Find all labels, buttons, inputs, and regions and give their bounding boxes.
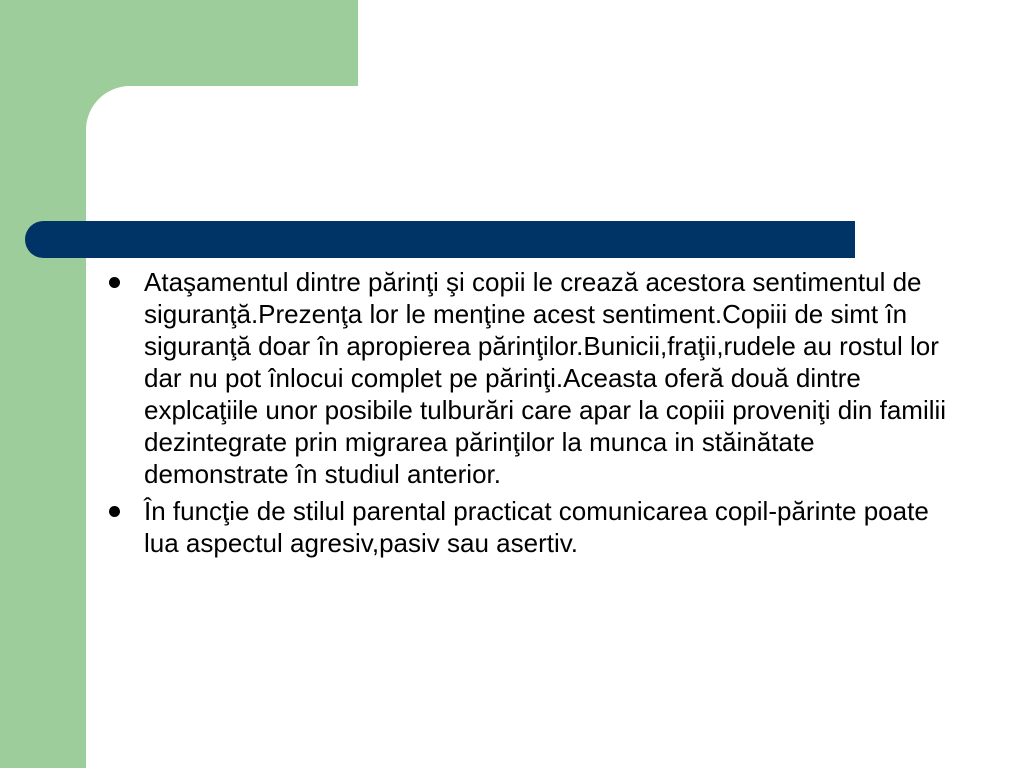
- bullet-list: [108, 266, 958, 559]
- bullet-text-1: Ataşamentul dintre părinţi şi copii le crează acestora sentimentul de siguranţă.Prezenţa lor le menţine acest sentiment.Copiii de simt în siguranţă doar în apropierea părinţilor.Bunicii,fraţii,rudele au rostul lor dar nu pot înlocui complet pe părinţi.Aceasta oferă două dintre explcaţiile unor posibile tulburări care apar la copiii proveniţi din familii dezintegrate prin migrarea părinţilor la munca in stăinătate demonstrate în studiul anterior.: [144, 267, 947, 489]
- title-bar: [25, 221, 855, 258]
- bullet-item-1: [108, 266, 958, 490]
- bullet-text-2: În funcţie de stilul parental practicat comunicarea copil-părinte poate lua aspectul agresiv,pasiv sau asertiv.: [144, 496, 929, 558]
- slide-body: [108, 266, 958, 564]
- bullet-item-2: [108, 495, 958, 559]
- bullet-icon: [109, 277, 120, 288]
- bullet-icon: [109, 506, 120, 517]
